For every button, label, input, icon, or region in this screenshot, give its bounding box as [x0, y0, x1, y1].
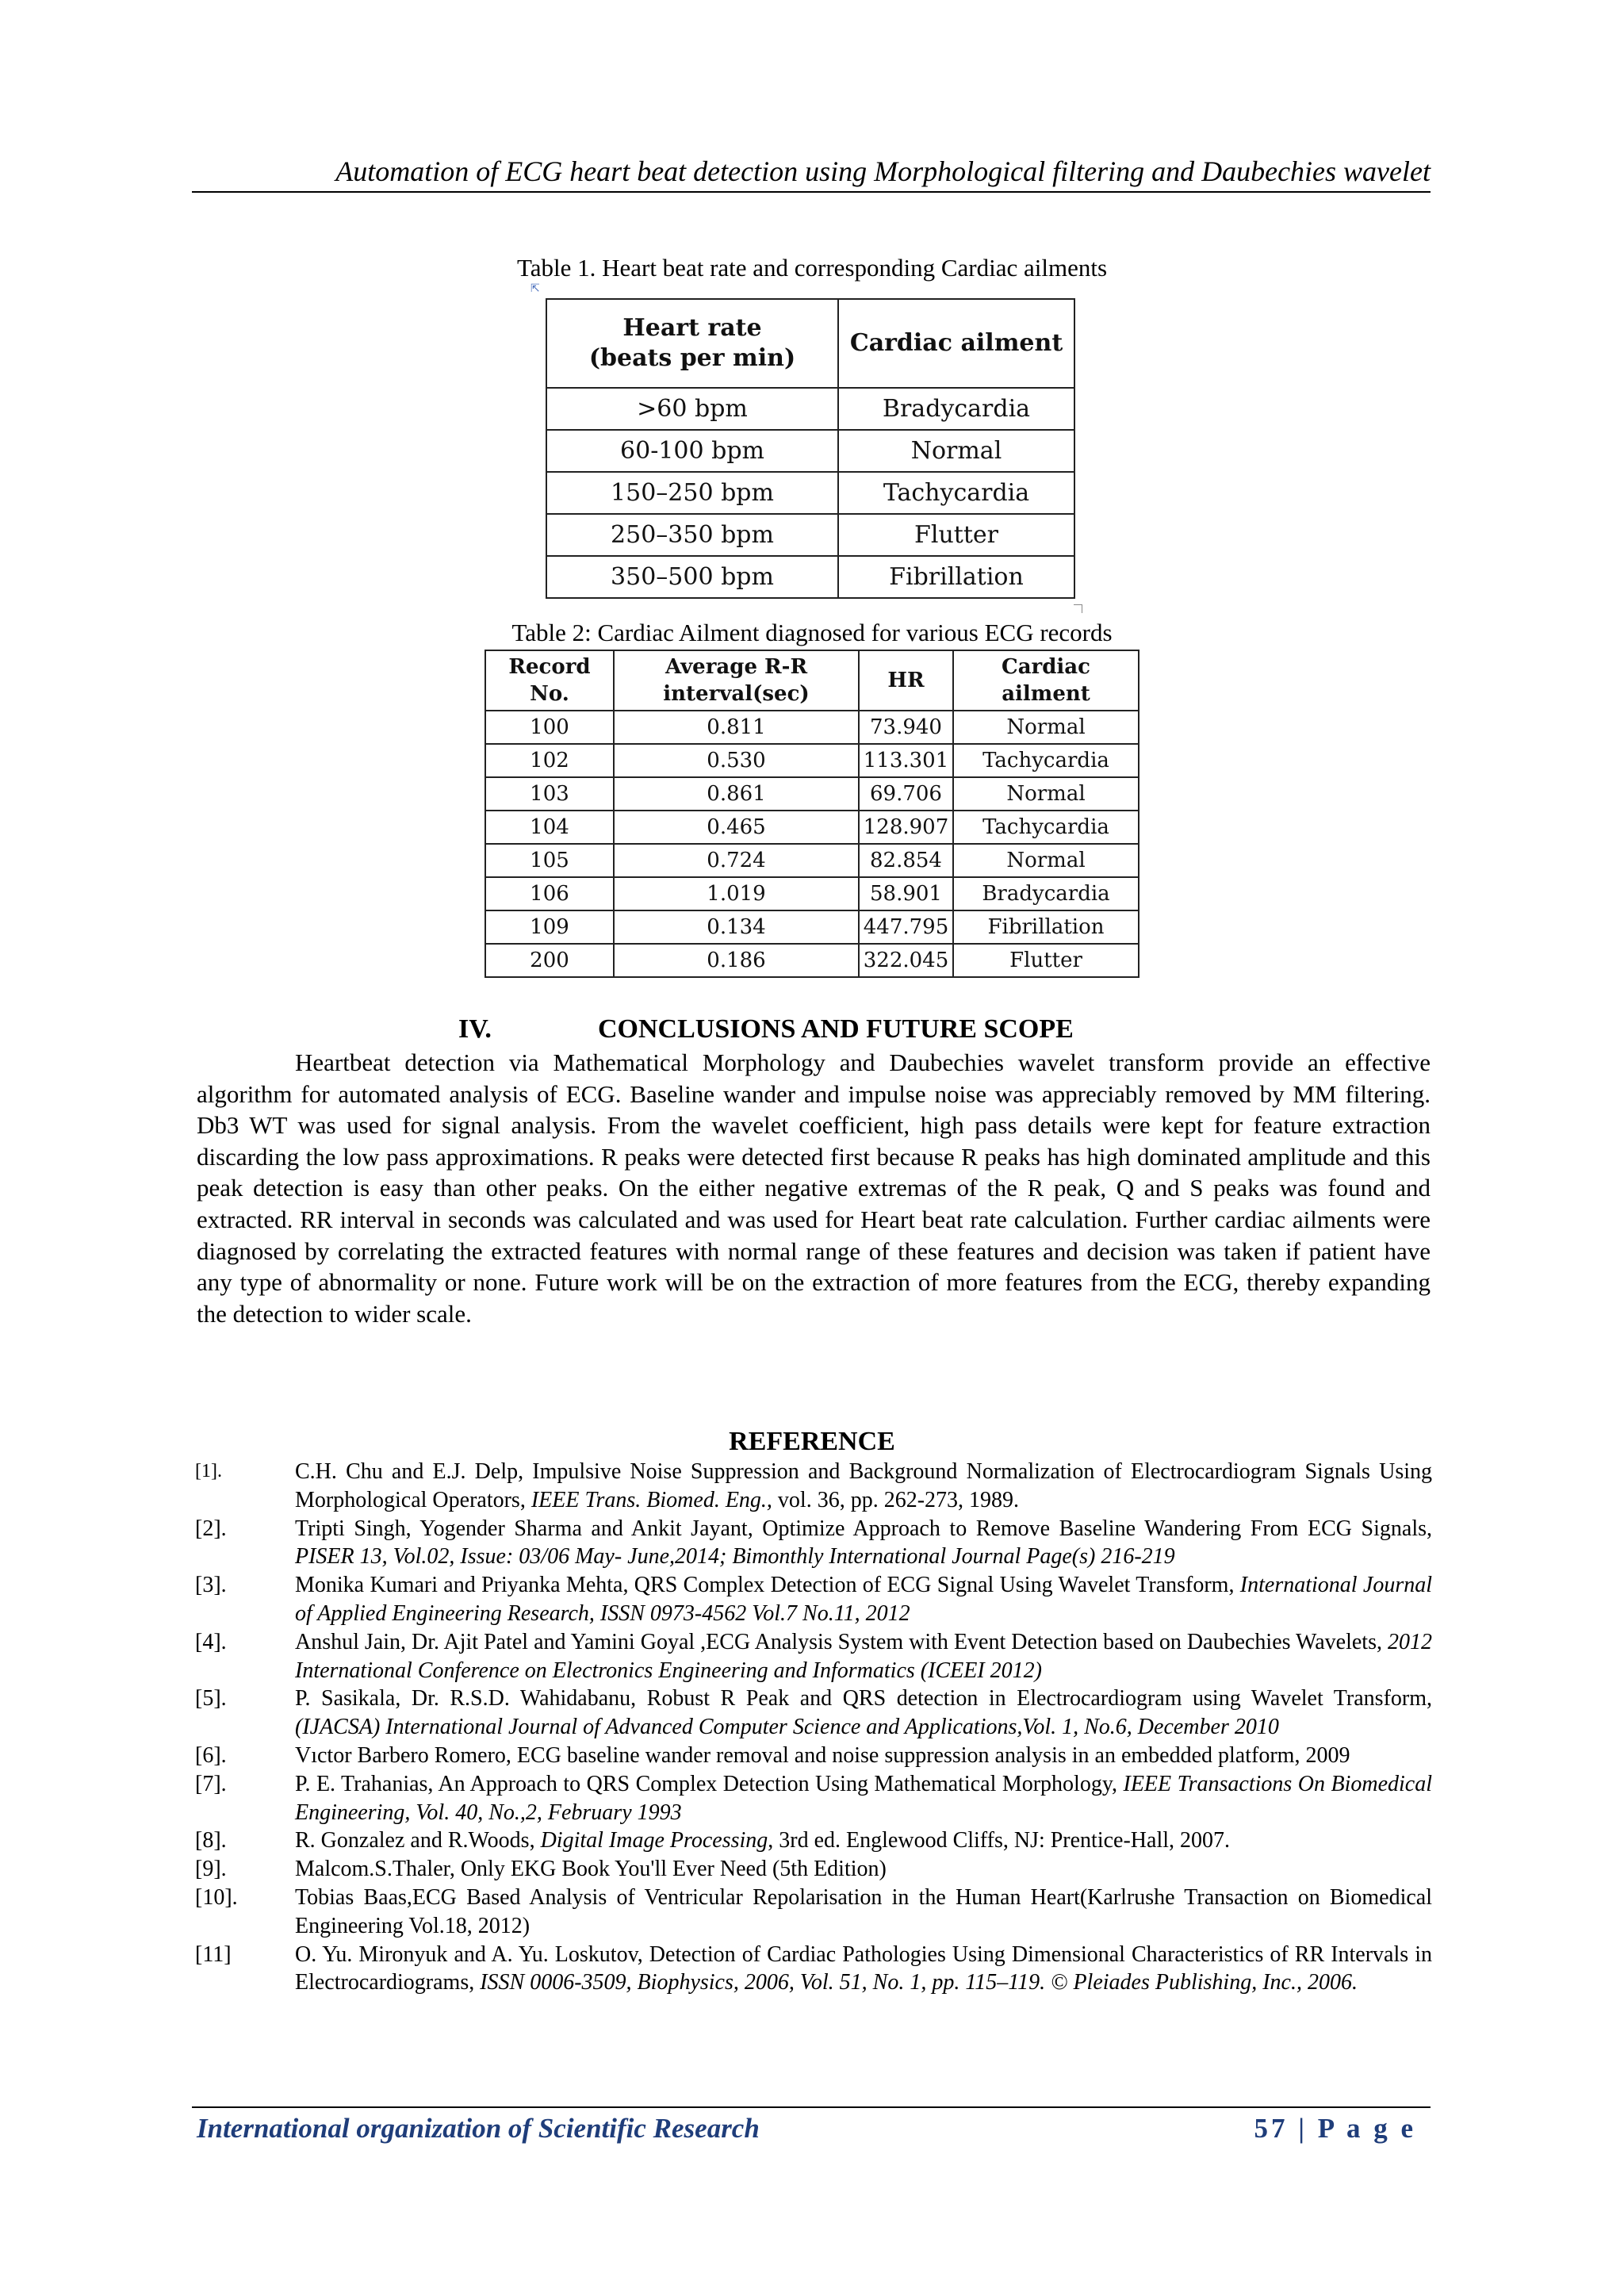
table2-cell: 100	[485, 711, 614, 744]
table1-caption: Table 1. Heart beat rate and corresponding Cardiac ailments	[516, 254, 1108, 282]
table2-row	[485, 844, 1139, 877]
reference-text: Monika Kumari and Priyanka Mehta, QRS Complex Detection of ECG Signal Using Wavelet Transform,	[295, 1573, 1240, 1598]
table2-cell: 0.861	[614, 777, 859, 811]
table2-cell: 0.134	[614, 910, 859, 944]
table2-cell: 322.045	[859, 944, 953, 977]
reference-tail: vol. 36, pp. 262-273, 1989.	[772, 1487, 1020, 1512]
reference-item	[195, 1941, 1432, 1998]
table1-header-cell: Heart rate (beats per min)	[546, 299, 838, 388]
table1-cell: Bradycardia	[838, 388, 1074, 430]
running-header-title: Automation of ECG heart beat detection using Morphological filtering and Daubechies wavelet	[335, 155, 1431, 187]
table1-cell: 250–350 bpm	[546, 514, 838, 556]
table2-cell: 128.907	[859, 811, 953, 844]
table2-cell: Tachycardia	[953, 811, 1139, 844]
table2-cell: 69.706	[859, 777, 953, 811]
reference-item	[195, 1742, 1432, 1770]
reference-source: PISER 13, Vol.02, Issue: 03/06 May- June,2014; Bimonthly International Journal Page(s) 216-219	[295, 1544, 1175, 1570]
table2	[485, 650, 1139, 978]
reference-item	[195, 1826, 1432, 1855]
table2-cell: 73.940	[859, 711, 953, 744]
table1-cell: 150–250 bpm	[546, 472, 838, 514]
table2-header-row	[485, 650, 1139, 711]
reference-number: [10].	[195, 1884, 238, 1910]
table-resize-handle-icon	[1074, 604, 1082, 613]
reference-source: IEEE Transactions On Biomedical Engineering, Vol. 40, No.,2, February 1993	[295, 1771, 1433, 1825]
table2-cell: 103	[485, 777, 614, 811]
table1-row	[546, 472, 1074, 514]
table2-cell: Tachycardia	[953, 744, 1139, 777]
table2-cell: 58.901	[859, 877, 953, 910]
reference-number: [8].	[195, 1828, 227, 1853]
table2-cell: 104	[485, 811, 614, 844]
table2-row	[485, 744, 1139, 777]
table2-row	[485, 777, 1139, 811]
table2-cell: 0.186	[614, 944, 859, 977]
table1-cell: >60 bpm	[546, 388, 838, 430]
reference-number: [5].	[195, 1686, 227, 1711]
reference-item	[195, 1515, 1432, 1572]
table1-cell: Fibrillation	[838, 556, 1074, 598]
table2-row	[485, 877, 1139, 910]
reference-text: Malcom.S.Thaler, Only EKG Book You'll Ever Need (5th Edition)	[295, 1857, 887, 1882]
reference-number: [11]	[195, 1941, 232, 1967]
reference-item	[195, 1770, 1432, 1827]
reference-item	[195, 1884, 1432, 1941]
reference-text: Tripti Singh, Yogender Sharma and Ankit Jayant, Optimize Approach to Remove Baseline Wandering From ECG Signals,	[295, 1516, 1432, 1541]
table2-row	[485, 944, 1139, 977]
section-body-paragraph: Heartbeat detection via Mathematical Morphology and Daubechies wavelet transform provide an effective algorithm for automated analysis of ECG. Baseline wander and impulse noise was appreciably removed by MM filtering. Db3 WT was used for signal analysis. From the wavelet coefficient, high pass details were kept for feature extraction discarding the low pass approximations. R peaks were detected first because R peaks has high dominated amplitude and this peak detection is easy than other peaks. On the either negative extremas of the R peak, Q and S peaks was found and extracted. RR interval in seconds was calculated and was used for Heart beat rate calculation. Further cardiac ailments were diagnosed by correlating the extracted features with normal range of these features and decision was taken if patient have any type of abnormality or none. Future work will be on the extraction of more features from the ECG, thereby expanding the detection to wider scale.	[197, 1048, 1431, 1328]
table2-cell: 102	[485, 744, 614, 777]
table1-row	[546, 388, 1074, 430]
reference-number: [1].	[195, 1461, 222, 1481]
reference-text: Tobias Baas,ECG Based Analysis of Ventricular Repolarisation in the Human Heart(Karlrushe Transaction on Biomedical Engineering Vol.18, 2012)	[295, 1884, 1432, 1938]
footer-journal-name: International organization of Scientific Research	[197, 2113, 760, 2144]
references-heading: REFERENCE	[729, 1427, 895, 1456]
table1-row	[546, 556, 1074, 598]
table1-header-row	[546, 299, 1074, 388]
table2-caption: Table 2: Cardiac Ailment diagnosed for various ECG records	[511, 619, 1113, 646]
table2-cell: 113.301	[859, 744, 953, 777]
section-number: IV.	[458, 1014, 492, 1044]
table2-cell: 200	[485, 944, 614, 977]
reference-source: 2012 International Conference on Electronics Engineering and Informatics (ICEEI 2012)	[295, 1629, 1432, 1683]
reference-source: (IJACSA) International Journal of Advanced Computer Science and Applications,Vol. 1, No.6, December 2010	[295, 1715, 1279, 1740]
table2-cell: 1.019	[614, 877, 859, 910]
reference-text: R. Gonzalez and R.Woods,	[295, 1828, 541, 1853]
reference-number: [9].	[195, 1857, 227, 1882]
references-list	[195, 1458, 1432, 1997]
table2-cell: 109	[485, 910, 614, 944]
reference-tail: , 3rd ed. Englewood Cliffs, NJ: Prentice-Hall, 2007.	[768, 1828, 1231, 1853]
table1-cell: Tachycardia	[838, 472, 1074, 514]
reference-item	[195, 1855, 1432, 1884]
table2-cell: Flutter	[953, 944, 1139, 977]
table2-cell: 0.530	[614, 744, 859, 777]
reference-number: [2].	[195, 1516, 227, 1541]
reference-text: P. E. Trahanias, An Approach to QRS Complex Detection Using Mathematical Morphology,	[295, 1771, 1124, 1796]
table1-header-cell: Cardiac ailment	[838, 299, 1074, 388]
reference-text: C.H. Chu and E.J. Delp, Impulsive Noise Suppression and Background Normalization of Electrocardiogram Signals Using Morphological Operators,	[295, 1459, 1432, 1512]
table1-row	[546, 514, 1074, 556]
table2-cell: Normal	[953, 844, 1139, 877]
reference-item	[195, 1628, 1432, 1685]
reference-source: International Journal of Applied Engineering Research, ISSN 0973-4562 Vol.7 No.11, 2012	[295, 1573, 1433, 1626]
section-title: CONCLUSIONS AND FUTURE SCOPE	[598, 1014, 1074, 1044]
reference-source: ISSN 0006-3509, Biophysics, 2006, Vol. 51, No. 1, pp. 115–119. © Pleiades Publishing, Inc., 2006.	[480, 1970, 1358, 1995]
table2-header-cell: Record No.	[485, 650, 614, 711]
table1-row	[546, 430, 1074, 472]
table2-row	[485, 811, 1139, 844]
table1-cell: Flutter	[838, 514, 1074, 556]
table2-cell: 82.854	[859, 844, 953, 877]
table2-cell: Normal	[953, 711, 1139, 744]
footer-rule	[192, 2106, 1431, 2108]
section-heading	[458, 1012, 1074, 1047]
reference-number: [4].	[195, 1629, 227, 1654]
table2-header-cell: HR	[859, 650, 953, 711]
table1	[546, 298, 1075, 599]
table2-header-cell: Average R-R interval(sec)	[614, 650, 859, 711]
table2-header-cell: Cardiac ailment	[953, 650, 1139, 711]
reference-item	[195, 1685, 1432, 1742]
reference-source: Digital Image Processing	[540, 1828, 768, 1853]
table2-cell: 447.795	[859, 910, 953, 944]
reference-text: Vıctor Barbero Romero, ECG baseline wander removal and noise suppression analysis in an embedded platform, 2009	[295, 1742, 1350, 1768]
table1-cell: 60-100 bpm	[546, 430, 838, 472]
reference-source: IEEE Trans. Biomed. Eng.,	[530, 1487, 772, 1512]
table2-cell: 105	[485, 844, 614, 877]
table2-row	[485, 910, 1139, 944]
reference-number: [7].	[195, 1771, 227, 1796]
table2-cell: Normal	[953, 777, 1139, 811]
table2-cell: 0.724	[614, 844, 859, 877]
table1-cell: Normal	[838, 430, 1074, 472]
table2-cell: Bradycardia	[953, 877, 1139, 910]
reference-text: O. Yu. Mironyuk and A. Yu. Loskutov, Detection of Cardiac Pathologies Using Dimensional Characteristics of RR Intervals in Electrocardiograms,	[295, 1941, 1432, 1995]
table2-cell: 0.465	[614, 811, 859, 844]
table2-cell: 106	[485, 877, 614, 910]
reference-item	[195, 1458, 1432, 1515]
table2-body	[485, 711, 1139, 977]
table2-row	[485, 711, 1139, 744]
header-rule	[192, 191, 1431, 193]
table1-body	[546, 388, 1074, 598]
footer-page-number: 57 | P a g e	[1254, 2113, 1416, 2144]
reference-number: [6].	[195, 1742, 227, 1768]
reference-text: Anshul Jain, Dr. Ajit Patel and Yamini Goyal ,ECG Analysis System with Event Detection based on Daubechies Wavelets,	[295, 1629, 1388, 1654]
reference-number: [3].	[195, 1573, 227, 1598]
table2-cell: Fibrillation	[953, 910, 1139, 944]
reference-text: P. Sasikala, Dr. R.S.D. Wahidabanu, Robust R Peak and QRS detection in Electrocardiogram using Wavelet Transform,	[295, 1686, 1432, 1711]
table1-cell: 350–500 bpm	[546, 556, 838, 598]
table2-cell: 0.811	[614, 711, 859, 744]
reference-item	[195, 1571, 1432, 1628]
table-anchor-icon: ⇱	[530, 282, 540, 295]
